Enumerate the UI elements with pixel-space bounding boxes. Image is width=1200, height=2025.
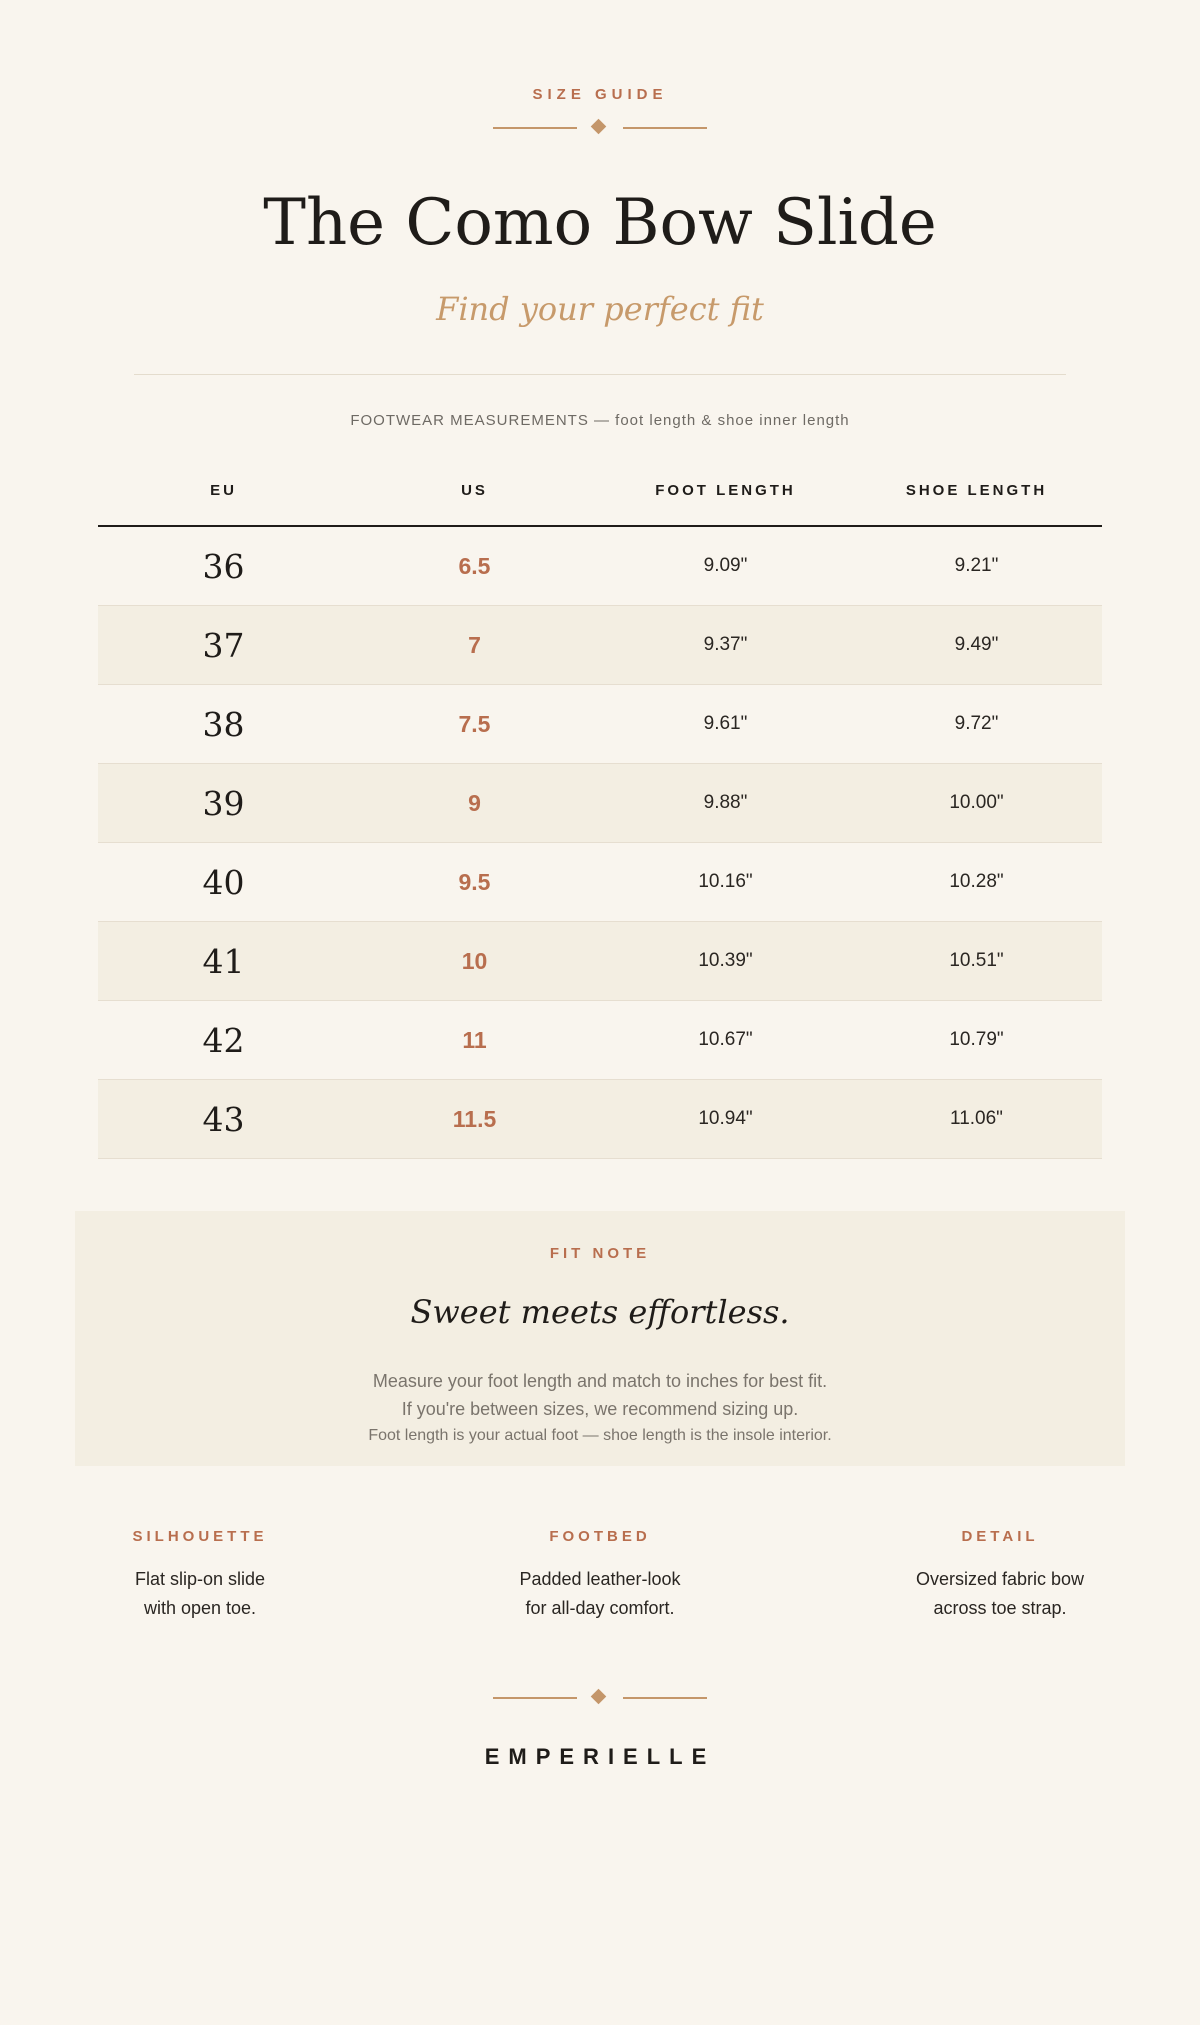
cell-us-size: 11.5 bbox=[452, 1105, 497, 1132]
table-body bbox=[98, 527, 1102, 1159]
table-row bbox=[98, 606, 1102, 685]
brand-wordmark: EMPERIELLE bbox=[484, 1744, 716, 1769]
page-subtitle: Find your perfect fit bbox=[436, 290, 764, 328]
cell-shoe-length: 11.06" bbox=[950, 1108, 1003, 1129]
cell-eu-size: 40 bbox=[202, 862, 245, 902]
feature-description-line: Oversized fabric bow bbox=[915, 1569, 1085, 1589]
cell-shoe-length: 10.00" bbox=[949, 792, 1004, 813]
table-row bbox=[98, 1080, 1102, 1159]
cell-eu-size: 43 bbox=[202, 1099, 245, 1139]
cell-foot-length: 9.37" bbox=[703, 634, 748, 655]
cell-foot-length: 10.94" bbox=[698, 1108, 753, 1129]
cell-us-size: 11 bbox=[462, 1026, 487, 1053]
cell-shoe-length: 9.72" bbox=[954, 713, 999, 734]
feature-silhouette bbox=[35, 1528, 365, 1623]
fit-note-line-3: Foot length is your actual foot — shoe length is the insole interior. bbox=[368, 1427, 832, 1444]
diamond-icon bbox=[591, 1689, 607, 1705]
cell-us-size: 9.5 bbox=[458, 868, 491, 895]
feature-description-line: with open toe. bbox=[143, 1598, 257, 1618]
cell-us-size: 7.5 bbox=[458, 710, 491, 737]
feature-description-line: for all-day comfort. bbox=[525, 1598, 675, 1618]
cell-us-size: 6.5 bbox=[458, 552, 491, 579]
ornament-line-right bbox=[623, 127, 707, 129]
measurements-caption: FOOTWEAR MEASUREMENTS — foot length & shoe inner length bbox=[350, 412, 850, 429]
cell-us-size: 9 bbox=[468, 789, 481, 816]
cell-shoe-length: 10.51" bbox=[949, 950, 1004, 971]
feature-description-line: Flat slip-on slide bbox=[134, 1569, 266, 1589]
feature-heading: SILHOUETTE bbox=[132, 1528, 268, 1545]
page-title: The Como Bow Slide bbox=[263, 186, 937, 260]
ornament-divider-top bbox=[493, 121, 707, 135]
table-row bbox=[98, 1001, 1102, 1080]
fit-note-headline: Sweet meets effortless. bbox=[410, 1293, 790, 1331]
diamond-icon bbox=[591, 119, 607, 135]
cell-foot-length: 10.39" bbox=[698, 950, 753, 971]
table-row bbox=[98, 764, 1102, 843]
feature-description-line: across toe strap. bbox=[933, 1598, 1067, 1618]
cell-eu-size: 41 bbox=[202, 941, 245, 981]
table-row bbox=[98, 527, 1102, 606]
feature-description bbox=[435, 1565, 765, 1623]
cell-us-size: 10 bbox=[461, 947, 488, 974]
cell-foot-length: 9.09" bbox=[703, 555, 748, 576]
cell-foot-length: 9.61" bbox=[703, 713, 748, 734]
fit-note-eyebrow: FIT NOTE bbox=[549, 1245, 651, 1262]
cell-foot-length: 9.88" bbox=[703, 792, 748, 813]
cell-us-size: 7 bbox=[468, 631, 481, 658]
column-header-eu: EU bbox=[210, 482, 237, 499]
cell-eu-size: 39 bbox=[202, 783, 245, 823]
feature-heading: FOOTBED bbox=[549, 1528, 651, 1545]
size-table bbox=[98, 470, 1102, 1159]
column-header-us: US bbox=[461, 482, 488, 499]
header-divider bbox=[134, 374, 1066, 375]
cell-eu-size: 42 bbox=[202, 1020, 245, 1060]
feature-detail bbox=[835, 1528, 1165, 1623]
cell-foot-length: 10.67" bbox=[698, 1029, 753, 1050]
feature-footbed bbox=[435, 1528, 765, 1623]
cell-shoe-length: 9.49" bbox=[954, 634, 999, 655]
feature-heading: DETAIL bbox=[961, 1528, 1039, 1545]
column-header-foot-length: FOOT LENGTH bbox=[655, 482, 796, 499]
ornament-divider-bottom bbox=[493, 1691, 707, 1705]
feature-description-line: Padded leather-look bbox=[519, 1569, 681, 1589]
fit-note-panel bbox=[75, 1211, 1125, 1466]
table-row bbox=[98, 922, 1102, 1001]
feature-description bbox=[835, 1565, 1165, 1623]
table-row bbox=[98, 843, 1102, 922]
ornament-line-left bbox=[493, 127, 577, 129]
eyebrow-size-guide: SIZE GUIDE bbox=[532, 86, 668, 103]
cell-foot-length: 10.16" bbox=[698, 871, 753, 892]
table-row bbox=[98, 685, 1102, 764]
ornament-line-right bbox=[623, 1697, 707, 1699]
cell-eu-size: 38 bbox=[202, 704, 245, 744]
table-header-row bbox=[98, 470, 1102, 527]
feature-description bbox=[35, 1565, 365, 1623]
fit-note-line-1: Measure your foot length and match to inches for best fit. bbox=[372, 1371, 828, 1391]
column-header-shoe-length: SHOE LENGTH bbox=[905, 482, 1048, 499]
cell-shoe-length: 10.79" bbox=[949, 1029, 1004, 1050]
ornament-line-left bbox=[493, 1697, 577, 1699]
fit-note-line-2: If you're between sizes, we recommend sizing up. bbox=[401, 1399, 799, 1419]
cell-shoe-length: 10.28" bbox=[949, 871, 1004, 892]
cell-shoe-length: 9.21" bbox=[954, 555, 999, 576]
cell-eu-size: 37 bbox=[202, 625, 245, 665]
cell-eu-size: 36 bbox=[202, 546, 245, 586]
